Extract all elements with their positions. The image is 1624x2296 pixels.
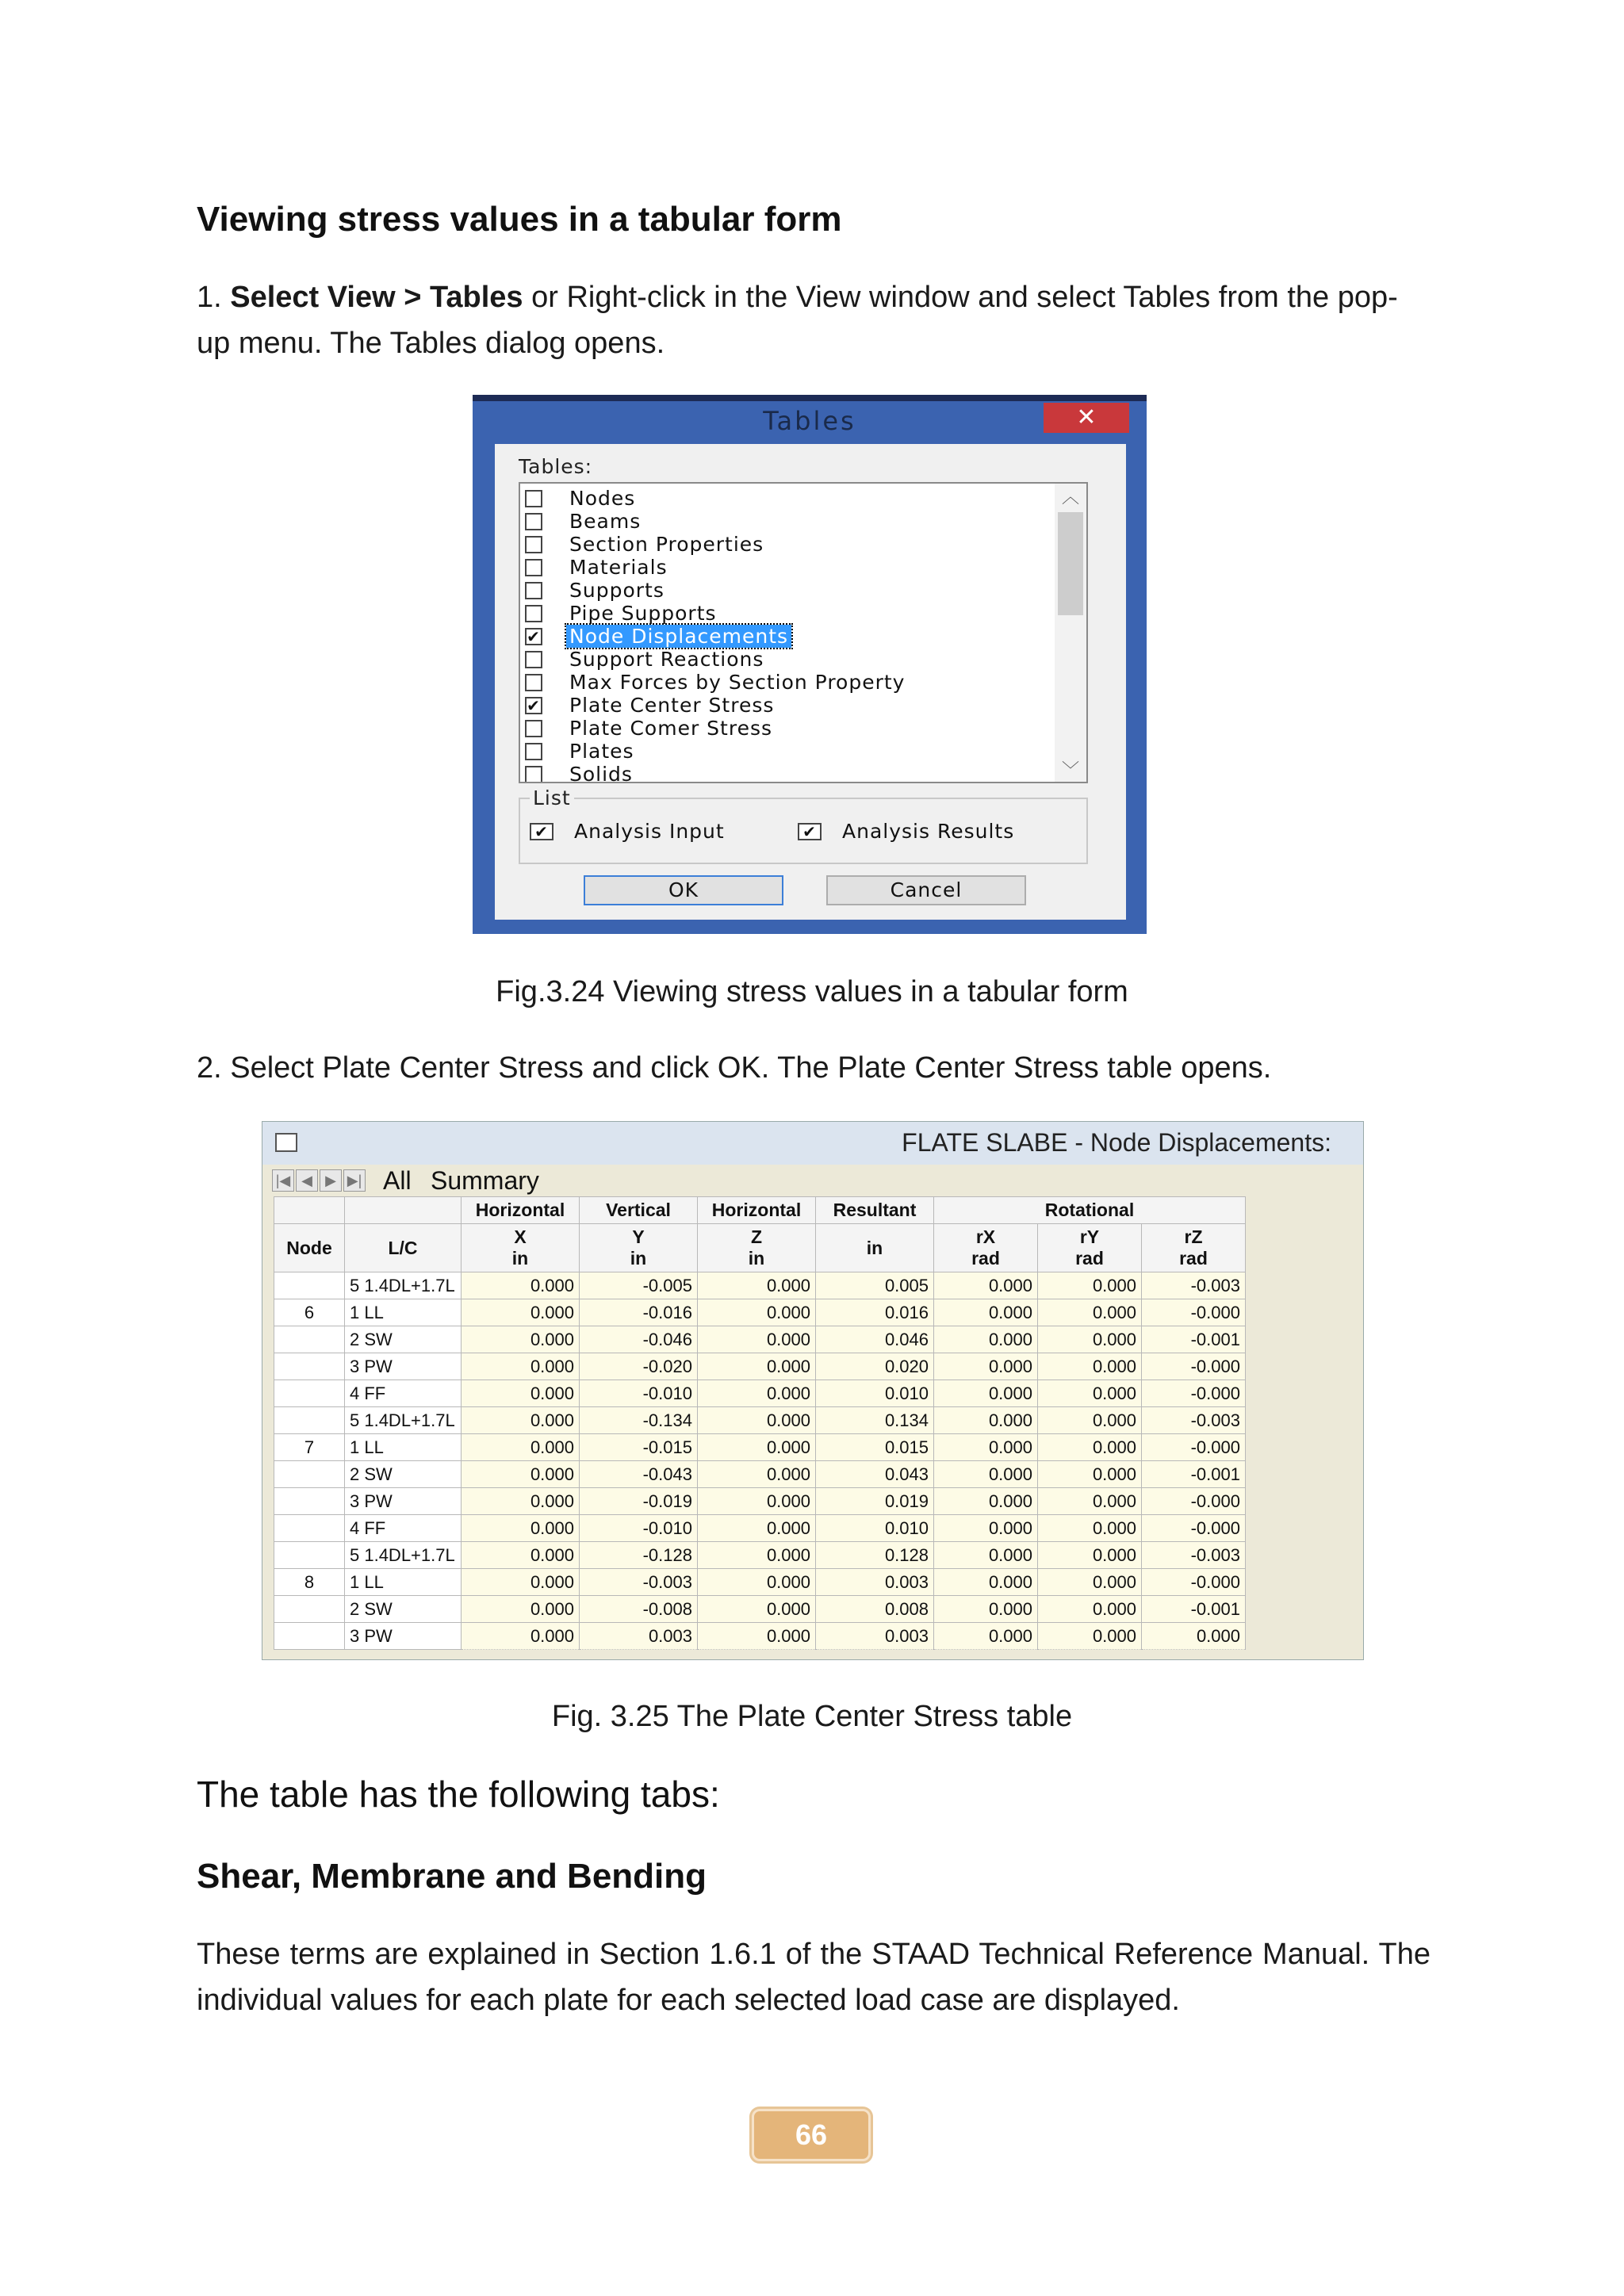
table-cell[interactable]: -0.008 [580, 1596, 698, 1623]
table-option-item[interactable] [525, 671, 1032, 694]
table-cell[interactable]: 0.000 [698, 1299, 816, 1326]
table-cell[interactable]: 0.000 [934, 1272, 1038, 1299]
tab-summary[interactable]: Summary [431, 1166, 539, 1195]
table-option-label: Materials [569, 556, 668, 579]
checkbox-checked-icon[interactable]: ✔ [530, 823, 553, 840]
table-option-item[interactable] [525, 648, 1032, 671]
tables-listbox[interactable] [519, 482, 1088, 783]
table-cell[interactable] [274, 1353, 345, 1380]
table-cell[interactable]: 0.000 [462, 1353, 580, 1380]
tables-label: Tables: [519, 455, 593, 478]
table-option-label: Plate Center Stress [569, 694, 775, 717]
table-cell[interactable]: -0.000 [1142, 1434, 1246, 1461]
table-body [274, 1272, 1246, 1650]
table-cell[interactable]: -0.046 [580, 1326, 698, 1353]
table-cell[interactable] [274, 1623, 345, 1650]
ok-button[interactable]: OK [584, 875, 783, 905]
page-number: 66 [752, 2109, 871, 2161]
table-cell[interactable]: -0.000 [1142, 1569, 1246, 1596]
table-cell[interactable]: 0.000 [698, 1488, 816, 1515]
table-cell[interactable]: 0.019 [816, 1488, 934, 1515]
table-cell[interactable]: 0.000 [462, 1515, 580, 1542]
table-option-label: Solids [569, 763, 633, 783]
table-cell[interactable] [274, 1326, 345, 1353]
column-header [698, 1224, 816, 1272]
table-cell[interactable]: 0.000 [462, 1542, 580, 1569]
table-cell[interactable]: 0.000 [1038, 1299, 1142, 1326]
column-header-label: rZ [1184, 1226, 1203, 1247]
table-cell[interactable]: 0.043 [816, 1461, 934, 1488]
table-row [274, 1380, 1246, 1407]
table-cell[interactable]: 0.003 [580, 1623, 698, 1650]
tabs-intro-text: The table has the following tabs: [197, 1774, 720, 1815]
table-cell[interactable] [274, 1407, 345, 1434]
checkbox-icon[interactable] [525, 605, 542, 622]
next-sheet-icon[interactable]: ▶ [320, 1169, 342, 1192]
group-header-cell: Horizontal [698, 1197, 816, 1224]
table-option-label: Pipe Supports [569, 602, 717, 625]
group-header-row [274, 1197, 1246, 1224]
table-cell[interactable]: -0.000 [1142, 1515, 1246, 1542]
table-row [274, 1299, 1246, 1326]
table-cell[interactable]: 0.000 [462, 1596, 580, 1623]
table-cell[interactable]: -0.001 [1142, 1326, 1246, 1353]
table-cell[interactable]: 0.000 [1038, 1434, 1142, 1461]
table-cell[interactable]: -0.001 [1142, 1596, 1246, 1623]
column-header [580, 1224, 698, 1272]
table-cell[interactable]: 0.000 [698, 1461, 816, 1488]
last-sheet-icon[interactable]: ▶| [343, 1169, 366, 1192]
scroll-thumb[interactable] [1058, 512, 1083, 615]
table-window-title: FLATE SLABE - Node Displacements: [902, 1128, 1331, 1157]
table-option-item[interactable] [525, 579, 1032, 602]
scroll-up-icon[interactable]: ︿ [1061, 487, 1079, 507]
checkbox-icon[interactable] [525, 743, 542, 760]
group-header-cell: Horizontal [462, 1197, 580, 1224]
checkbox-icon[interactable] [525, 674, 542, 691]
table-cell[interactable]: 0.128 [816, 1542, 934, 1569]
table-cell[interactable]: 0.000 [934, 1461, 1038, 1488]
table-row [274, 1461, 1246, 1488]
table-cell[interactable]: 2 SW [345, 1326, 462, 1353]
table-cell[interactable]: -0.128 [580, 1542, 698, 1569]
step-1-paragraph [197, 274, 1431, 366]
table-row [274, 1515, 1246, 1542]
column-unit-label: in [511, 1248, 529, 1269]
table-cell[interactable]: 0.000 [698, 1407, 816, 1434]
column-unit-label: rad [1075, 1248, 1104, 1269]
scroll-down-icon[interactable]: ﹀ [1061, 760, 1079, 780]
table-option-item[interactable] [525, 625, 1032, 648]
table-cell[interactable]: 5 1.4DL+1.7L [345, 1407, 462, 1434]
analysis-input-label: Analysis Input [574, 820, 725, 843]
table-window-titlebar [262, 1122, 1363, 1165]
table-cell[interactable] [274, 1488, 345, 1515]
table-cell[interactable]: 0.000 [1142, 1623, 1246, 1650]
table-cell[interactable]: 0.000 [698, 1380, 816, 1407]
table-cell[interactable]: 0.010 [816, 1380, 934, 1407]
prev-sheet-icon[interactable]: ◀ [296, 1169, 318, 1192]
table-cell[interactable]: 6 [274, 1299, 345, 1326]
displacement-table [274, 1196, 1246, 1650]
table-cell[interactable]: 8 [274, 1569, 345, 1596]
checkbox-icon[interactable] [525, 559, 542, 576]
step-1-number: 1. [197, 281, 231, 314]
column-header-label: X [514, 1226, 527, 1247]
table-row [274, 1353, 1246, 1380]
table-option-label: Supports [569, 579, 665, 602]
column-header [1142, 1224, 1246, 1272]
checkbox-icon[interactable] [525, 536, 542, 553]
table-cell[interactable]: 0.010 [816, 1515, 934, 1542]
column-header-label: rY [1079, 1226, 1100, 1247]
table-row [274, 1596, 1246, 1623]
column-header [1038, 1224, 1142, 1272]
column-header [345, 1224, 462, 1272]
table-option-label: Beams [569, 510, 642, 533]
table-cell[interactable]: 0.000 [462, 1623, 580, 1650]
table-row [274, 1434, 1246, 1461]
table-cell[interactable]: 0.000 [698, 1326, 816, 1353]
table-cell[interactable]: 3 PW [345, 1623, 462, 1650]
table-cell[interactable]: -0.005 [580, 1272, 698, 1299]
table-cell[interactable]: 0.000 [698, 1434, 816, 1461]
table-cell[interactable] [274, 1542, 345, 1569]
table-option-item[interactable] [525, 740, 1032, 763]
table-cell[interactable]: 0.000 [934, 1488, 1038, 1515]
table-option-item[interactable] [525, 510, 1032, 533]
table-cell[interactable]: 0.000 [934, 1515, 1038, 1542]
table-cell[interactable]: 0.046 [816, 1326, 934, 1353]
checkbox-checked-icon[interactable]: ✔ [525, 628, 542, 645]
table-cell[interactable]: 0.000 [462, 1407, 580, 1434]
checkbox-checked-icon[interactable]: ✔ [525, 697, 542, 714]
table-cell[interactable]: 5 1.4DL+1.7L [345, 1542, 462, 1569]
table-cell[interactable]: -0.003 [580, 1569, 698, 1596]
table-cell[interactable] [274, 1515, 345, 1542]
table-cell[interactable]: 0.000 [934, 1353, 1038, 1380]
table-cell[interactable]: 0.020 [816, 1353, 934, 1380]
table-cell[interactable]: 0.000 [698, 1542, 816, 1569]
table-cell[interactable]: 0.000 [934, 1380, 1038, 1407]
table-row [274, 1326, 1246, 1353]
checkbox-checked-icon[interactable]: ✔ [798, 823, 822, 840]
table-cell[interactable]: 3 PW [345, 1488, 462, 1515]
group-header-cell: Vertical [580, 1197, 698, 1224]
table-cell[interactable]: 0.000 [698, 1596, 816, 1623]
subsection-heading: Shear, Membrane and Bending [197, 1857, 707, 1896]
header-blank [345, 1197, 462, 1224]
table-cell[interactable]: 0.000 [934, 1596, 1038, 1623]
column-header-label: Y [632, 1226, 645, 1247]
column-header [462, 1224, 580, 1272]
table-row [274, 1407, 1246, 1434]
table-cell[interactable]: 0.000 [1038, 1380, 1142, 1407]
table-cell[interactable]: 4 FF [345, 1380, 462, 1407]
table-cell[interactable]: 0.000 [934, 1299, 1038, 1326]
table-option-label: Nodes [569, 487, 636, 510]
table-option-item[interactable] [525, 717, 1032, 740]
table-option-item[interactable] [525, 694, 1032, 717]
table-cell[interactable] [274, 1380, 345, 1407]
table-option-label: Section Properties [569, 533, 764, 556]
table-cell[interactable]: 0.000 [934, 1434, 1038, 1461]
table-cell[interactable]: 5 1.4DL+1.7L [345, 1272, 462, 1299]
checkbox-icon[interactable] [525, 766, 542, 783]
column-unit-label: rad [1179, 1248, 1208, 1269]
table-cell[interactable]: 0.003 [816, 1569, 934, 1596]
table-cell[interactable] [274, 1596, 345, 1623]
table-cell[interactable]: 0.000 [1038, 1542, 1142, 1569]
column-header-label: L/C [388, 1237, 418, 1258]
table-cell[interactable]: 0.003 [816, 1623, 934, 1650]
step-1-text: or Right-click in the View window and select Tables from the pop-up menu. The Tables dialog opens. [197, 281, 1398, 360]
table-cell[interactable]: -0.000 [1142, 1488, 1246, 1515]
table-cell[interactable]: 0.016 [816, 1299, 934, 1326]
table-option-item[interactable] [525, 487, 1032, 510]
checkbox-icon[interactable] [525, 720, 542, 737]
table-cell[interactable]: -0.000 [1142, 1299, 1246, 1326]
table-cell[interactable]: -0.000 [1142, 1353, 1246, 1380]
table-cell[interactable]: 0.000 [1038, 1353, 1142, 1380]
table-cell[interactable] [274, 1461, 345, 1488]
checkbox-icon[interactable] [525, 490, 542, 507]
column-header-row [274, 1224, 1246, 1272]
table-cell[interactable]: 0.000 [698, 1515, 816, 1542]
checkbox-icon[interactable] [525, 582, 542, 599]
column-header [934, 1224, 1038, 1272]
column-unit-label: in [630, 1248, 647, 1269]
table-cell[interactable]: -0.015 [580, 1434, 698, 1461]
table-cell[interactable]: -0.000 [1142, 1380, 1246, 1407]
table-option-item[interactable] [525, 763, 1032, 783]
table-cell[interactable]: -0.001 [1142, 1461, 1246, 1488]
table-cell[interactable]: 0.000 [698, 1569, 816, 1596]
table-cell[interactable]: 0.000 [698, 1272, 816, 1299]
table-cell[interactable]: 0.000 [698, 1623, 816, 1650]
table-cell[interactable]: 0.000 [1038, 1407, 1142, 1434]
table-cell[interactable]: 0.000 [462, 1434, 580, 1461]
table-option-label: Node Displacements [566, 625, 791, 648]
analysis-results-label: Analysis Results [842, 820, 1015, 843]
table-cell[interactable]: 0.000 [1038, 1326, 1142, 1353]
column-unit-label: in [866, 1237, 883, 1258]
table-cell[interactable]: 0.000 [462, 1569, 580, 1596]
column-unit-label: rad [971, 1248, 1000, 1269]
table-cell[interactable]: 3 PW [345, 1353, 462, 1380]
table-cell[interactable]: 0.000 [1038, 1461, 1142, 1488]
list-group-label: List [530, 786, 574, 809]
table-icon [275, 1133, 297, 1152]
table-cell[interactable]: 0.000 [462, 1488, 580, 1515]
table-cell[interactable]: 2 SW [345, 1461, 462, 1488]
table-cell[interactable]: 0.000 [934, 1569, 1038, 1596]
table-row [274, 1488, 1246, 1515]
table-cell[interactable]: 0.005 [816, 1272, 934, 1299]
table-cell[interactable]: 0.000 [462, 1380, 580, 1407]
table-cell[interactable]: -0.043 [580, 1461, 698, 1488]
tables-dialog [473, 395, 1147, 934]
table-cell[interactable]: -0.134 [580, 1407, 698, 1434]
table-option-label: Plates [569, 740, 634, 763]
table-cell[interactable]: 2 SW [345, 1596, 462, 1623]
table-cell[interactable]: -0.010 [580, 1380, 698, 1407]
table-cell[interactable]: -0.020 [580, 1353, 698, 1380]
table-cell[interactable]: 0.015 [816, 1434, 934, 1461]
first-sheet-icon[interactable]: |◀ [272, 1169, 294, 1192]
table-cell[interactable]: -0.019 [580, 1488, 698, 1515]
table-cell[interactable]: 0.000 [698, 1353, 816, 1380]
table-option-item[interactable] [525, 556, 1032, 579]
table-cell[interactable]: 0.000 [1038, 1623, 1142, 1650]
dialog-title: Tables [763, 406, 856, 436]
table-cell[interactable]: -0.003 [1142, 1272, 1246, 1299]
step-2-paragraph: 2. Select Plate Center Stress and click OK. The Plate Center Stress table opens. [197, 1051, 1272, 1085]
column-header-label: rX [975, 1226, 996, 1247]
table-option-item[interactable] [525, 533, 1032, 556]
section-heading: Viewing stress values in a tabular form [197, 200, 842, 239]
column-header-label: Z [750, 1226, 763, 1247]
group-header-cell: Rotational [934, 1197, 1246, 1224]
table-cell[interactable]: 4 FF [345, 1515, 462, 1542]
table-cell[interactable]: 0.000 [1038, 1272, 1142, 1299]
figure-caption-1: Fig.3.24 Viewing stress values in a tabular form [496, 975, 1128, 1008]
table-option-item[interactable] [525, 602, 1032, 625]
table-cell[interactable]: 0.000 [1038, 1488, 1142, 1515]
figure-caption-2: Fig. 3.25 The Plate Center Stress table [551, 1700, 1073, 1733]
table-option-label: Support Reactions [569, 648, 764, 671]
table-row [274, 1569, 1246, 1596]
analysis-results-checkbox[interactable] [798, 820, 1059, 843]
tab-all[interactable]: All [383, 1166, 412, 1195]
column-header [274, 1224, 345, 1272]
table-row [274, 1623, 1246, 1650]
table-row [274, 1272, 1246, 1299]
table-cell[interactable]: 0.000 [934, 1623, 1038, 1650]
step-1-bold: Select View > Tables [230, 281, 523, 314]
table-cell[interactable]: -0.003 [1142, 1407, 1246, 1434]
checkbox-icon[interactable] [525, 513, 542, 530]
cancel-button[interactable]: Cancel [826, 875, 1026, 905]
table-cell[interactable]: -0.003 [1142, 1542, 1246, 1569]
final-paragraph: These terms are explained in Section 1.6.1 of the STAAD Technical Reference Manual. The individual values for each plate for each selected load case are displayed. [197, 1938, 1431, 2017]
dialog-body [495, 444, 1126, 920]
close-icon[interactable]: ✕ [1044, 403, 1129, 433]
table-cell[interactable]: 7 [274, 1434, 345, 1461]
table-cell[interactable]: -0.016 [580, 1299, 698, 1326]
table-cell[interactable]: 0.000 [1038, 1596, 1142, 1623]
table-cell[interactable]: 0.000 [934, 1326, 1038, 1353]
table-cell[interactable]: 0.000 [462, 1461, 580, 1488]
table-cell[interactable]: 0.000 [462, 1326, 580, 1353]
results-table-window [262, 1121, 1364, 1660]
header-blank [274, 1197, 345, 1224]
column-header-label: Node [286, 1237, 332, 1258]
table-cell[interactable]: 0.000 [1038, 1569, 1142, 1596]
sheet-tabs [272, 1166, 1358, 1195]
table-cell[interactable]: 0.008 [816, 1596, 934, 1623]
dialog-top-strip [473, 395, 1147, 401]
table-cell[interactable]: 1 LL [345, 1569, 462, 1596]
table-cell[interactable]: 1 LL [345, 1299, 462, 1326]
table-cell[interactable]: 1 LL [345, 1434, 462, 1461]
table-option-label: Max Forces by Section Property [569, 671, 906, 694]
table-cell[interactable]: 0.000 [462, 1299, 580, 1326]
group-header-cell: Resultant [816, 1197, 934, 1224]
table-cell[interactable]: 0.000 [934, 1542, 1038, 1569]
table-cell[interactable]: -0.010 [580, 1515, 698, 1542]
table-cell[interactable]: 0.000 [1038, 1515, 1142, 1542]
column-unit-label: in [748, 1248, 765, 1269]
table-option-label: Plate Comer Stress [569, 717, 773, 740]
listbox-scrollbar[interactable] [1055, 484, 1086, 782]
table-cell[interactable]: 0.000 [462, 1272, 580, 1299]
table-cell[interactable]: 0.000 [934, 1407, 1038, 1434]
column-header [816, 1224, 934, 1272]
table-cell[interactable] [274, 1272, 345, 1299]
table-cell[interactable]: 0.134 [816, 1407, 934, 1434]
table-row [274, 1542, 1246, 1569]
checkbox-icon[interactable] [525, 651, 542, 668]
